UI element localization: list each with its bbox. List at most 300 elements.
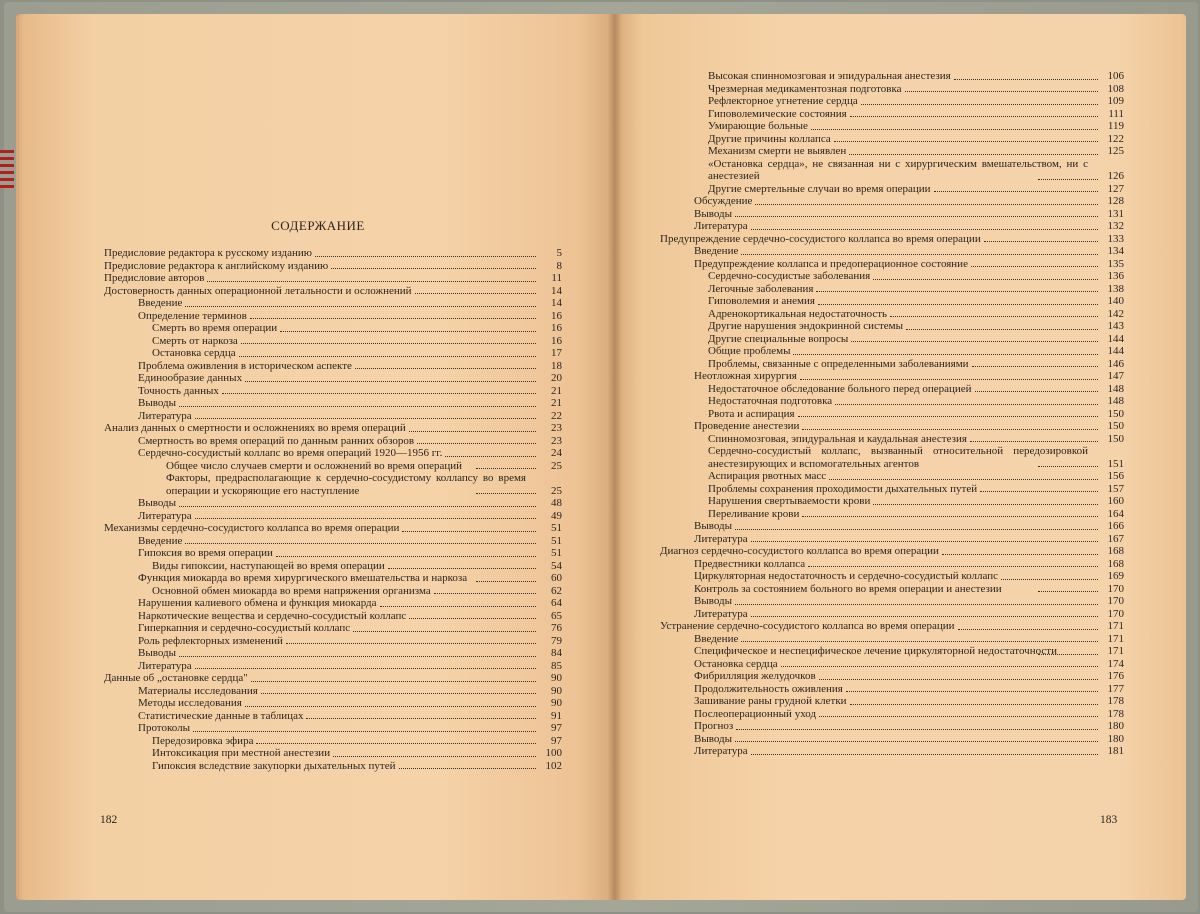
toc-entry-title: Литература <box>138 659 192 672</box>
toc-entry-title: Выводы <box>694 732 733 745</box>
leader-dots <box>195 518 536 519</box>
toc-entry-page: 148 <box>1107 395 1124 407</box>
toc-entry-page: 138 <box>1107 282 1124 295</box>
toc-entry <box>104 610 562 623</box>
toc-entry-page: 174 <box>1107 657 1124 670</box>
toc-entry <box>104 385 562 398</box>
toc-entry <box>104 685 562 698</box>
leader-dots <box>250 318 536 319</box>
toc-entry-page: 171 <box>1107 645 1124 657</box>
toc-entry <box>660 583 1124 596</box>
toc-entry <box>104 635 562 648</box>
toc-entry-page: 65 <box>551 609 562 622</box>
toc-entry-title: Сердечно-сосудистый коллапс во время операций 1920—1956 гг. <box>138 447 443 459</box>
toc-entry <box>660 545 1124 558</box>
leader-dots <box>741 254 1098 255</box>
toc-entry-title: Послеоперационный уход <box>694 707 817 720</box>
toc-entry <box>660 445 1124 470</box>
leader-dots <box>185 306 536 307</box>
toc-entry <box>104 272 562 285</box>
toc-entry <box>660 158 1124 183</box>
toc-entry <box>660 483 1124 496</box>
toc-list-right <box>660 70 1124 758</box>
toc-entry-title: Другие смертельные случаи во время операции <box>708 182 931 195</box>
leader-dots <box>315 256 536 257</box>
toc-entry-page: 180 <box>1107 732 1124 745</box>
toc-entry <box>104 522 562 535</box>
leader-dots <box>286 643 536 644</box>
toc-entry-title: Методы исследования <box>138 697 242 709</box>
leader-dots <box>800 379 1098 380</box>
toc-entry-page: 22 <box>551 409 562 422</box>
toc-entry-title: Гиповолемические состояния <box>708 107 847 120</box>
toc-entry-page: 16 <box>551 322 562 334</box>
toc-entry-title: Механизмы сердечно-сосудистого коллапса во время операции <box>104 522 400 534</box>
toc-entry-page: 60 <box>551 572 562 584</box>
toc-entry <box>660 420 1124 433</box>
toc-entry-page: 127 <box>1107 182 1124 195</box>
leader-dots <box>353 631 536 632</box>
toc-entry-page: 111 <box>1108 107 1124 120</box>
toc-entry <box>104 560 562 573</box>
toc-entry-title: Циркуляторная недостаточность и сердечно-сосудистый коллапс <box>694 570 998 582</box>
leader-dots <box>251 681 536 682</box>
toc-entry-title: Введение <box>694 245 739 257</box>
toc-entry <box>660 745 1124 758</box>
toc-entry-title: Выводы <box>138 647 177 659</box>
toc-entry-title: Предупреждение сердечно-сосудистого коллапса во время операции <box>660 232 981 245</box>
leader-dots <box>755 204 1098 205</box>
toc-entry-page: 133 <box>1107 232 1124 245</box>
toc-entry-title: Зашивание раны грудной клетки <box>694 695 847 707</box>
toc-entry <box>660 295 1124 308</box>
toc-entry-page: 16 <box>551 334 562 347</box>
toc-entry-title: Продолжительность оживления <box>694 682 843 695</box>
toc-entry-page: 97 <box>551 722 562 734</box>
leader-dots <box>380 606 536 607</box>
toc-entry-title: Остановка сердца <box>694 657 778 670</box>
toc-entry-page: 131 <box>1107 207 1124 220</box>
toc-entry-title: Механизм смерти не выявлен <box>708 145 847 157</box>
toc-entry <box>104 397 562 410</box>
toc-entry-page: 146 <box>1107 357 1124 370</box>
toc-entry-title: Предвестники коллапса <box>694 557 806 570</box>
toc-entry-title: Анализ данных о смертности и осложнениях во время операций <box>104 422 406 434</box>
toc-entry-page: 176 <box>1107 670 1124 682</box>
toc-entry-page: 142 <box>1107 307 1124 320</box>
leader-dots <box>1001 579 1098 580</box>
toc-entry <box>660 345 1124 358</box>
toc-entry-title: Предупреждение коллапса и предоперационное состояние <box>694 257 968 270</box>
toc-entry-title: Другие причины коллапса <box>708 132 831 145</box>
leader-dots <box>819 679 1098 680</box>
toc-entry <box>660 670 1124 683</box>
leader-dots <box>207 281 536 282</box>
toc-entry-page: 23 <box>551 422 562 434</box>
toc-entry-page: 134 <box>1107 245 1124 257</box>
toc-entry-title: Единообразие данных <box>138 372 243 384</box>
toc-entry-title: Смерть от наркоза <box>152 334 238 347</box>
toc-entry <box>660 570 1124 583</box>
leader-dots <box>736 729 1098 730</box>
toc-entry-title: Определение терминов <box>138 309 247 322</box>
toc-entry <box>104 360 562 373</box>
toc-entry-title: Выводы <box>138 497 177 509</box>
leader-dots <box>798 416 1098 417</box>
toc-entry-page: 177 <box>1107 682 1124 695</box>
toc-entry-title: Высокая спинномозговая и эпидуральная анестезия <box>708 70 951 82</box>
toc-entry-page: 125 <box>1107 145 1124 157</box>
toc-entry-title: Проблема оживления в историческом аспекте <box>138 359 352 372</box>
toc-entry-title: Выводы <box>694 520 733 532</box>
leader-dots <box>445 456 536 457</box>
page-number-left: 182 <box>100 814 118 826</box>
toc-entry <box>660 595 1124 608</box>
toc-entry-page: 64 <box>551 597 562 609</box>
toc-entry-page: 100 <box>545 747 562 759</box>
toc-entry-title: Данные об „остановке сердца" <box>104 672 248 684</box>
toc-entry-page: 14 <box>551 297 562 309</box>
toc-entry-page: 91 <box>551 709 562 722</box>
leader-dots <box>741 641 1098 642</box>
toc-entry-title: Смерть во время операции <box>152 322 278 334</box>
toc-entry <box>104 447 562 460</box>
toc-entry <box>660 733 1124 746</box>
toc-entry <box>104 372 562 385</box>
toc-entry-page: 84 <box>551 647 562 659</box>
toc-entry-title: Гиповолемия и анемия <box>708 295 815 307</box>
leader-dots <box>751 754 1098 755</box>
toc-entry <box>660 495 1124 508</box>
leader-dots <box>239 356 536 357</box>
toc-entry <box>660 645 1124 658</box>
toc-entry-title: Гипоксия вследствие закупорки дыхательных путей <box>152 759 396 772</box>
toc-entry-title: Остановка сердца <box>152 347 236 359</box>
toc-entry-page: 23 <box>551 434 562 447</box>
toc-entry-title: Прогноз <box>694 720 734 732</box>
toc-entry-title: Нарушения калиевого обмена и функция миокарда <box>138 597 377 609</box>
toc-entry-title: Наркотические вещества и сердечно-сосудистый коллапс <box>138 609 407 622</box>
toc-entry <box>660 608 1124 621</box>
toc-entry <box>104 660 562 673</box>
leader-dots <box>409 618 536 619</box>
toc-entry-page: 21 <box>551 397 562 409</box>
toc-entry-page: 62 <box>551 584 562 597</box>
leader-dots <box>829 479 1098 480</box>
leader-dots <box>1038 466 1098 467</box>
toc-entry-page: 150 <box>1107 432 1124 445</box>
toc-entry <box>104 722 562 735</box>
toc-entry-page: 150 <box>1107 407 1124 420</box>
toc-entry <box>104 597 562 610</box>
toc-entry-title: Гиперкапния и сердечно-сосудистый коллапс <box>138 622 351 634</box>
toc-entry-title: Основной обмен миокарда во время напряжения организма <box>152 584 431 597</box>
toc-entry-title: Введение <box>694 632 739 645</box>
toc-entry-page: 49 <box>551 509 562 522</box>
leader-dots <box>409 431 536 432</box>
leader-dots <box>399 768 536 769</box>
toc-entry-page: 140 <box>1107 295 1124 307</box>
toc-entry <box>660 320 1124 333</box>
toc-entry-page: 16 <box>551 309 562 322</box>
leader-dots <box>331 268 536 269</box>
leader-dots <box>735 216 1098 217</box>
toc-entry-title: Литература <box>694 607 748 620</box>
leader-dots <box>1038 179 1098 180</box>
leader-dots <box>245 381 536 382</box>
right-page <box>614 14 1186 900</box>
toc-entry <box>660 408 1124 421</box>
toc-entry-title: Контроль за состоянием больного во время операции и анестезии <box>694 582 1002 595</box>
toc-entry-page: 51 <box>551 534 562 547</box>
toc-entry-page: 119 <box>1107 120 1124 132</box>
toc-entry <box>660 233 1124 246</box>
leader-dots <box>816 291 1098 292</box>
leader-dots <box>811 129 1098 130</box>
leader-dots <box>306 718 536 719</box>
toc-entry-page: 8 <box>556 259 562 272</box>
toc-entry-page: 51 <box>551 522 562 534</box>
leader-dots <box>851 341 1098 342</box>
leader-dots <box>751 616 1098 617</box>
toc-entry-page: 147 <box>1107 370 1124 382</box>
toc-entry-title: Точность данных <box>138 384 219 397</box>
toc-entry <box>660 70 1124 83</box>
toc-entry-page: 97 <box>551 734 562 747</box>
leader-dots <box>434 593 536 594</box>
toc-entry <box>660 83 1124 96</box>
toc-entry <box>104 572 562 585</box>
toc-entry-page: 160 <box>1107 495 1124 507</box>
leader-dots <box>241 343 536 344</box>
toc-entry <box>104 460 562 473</box>
toc-entry <box>660 308 1124 321</box>
toc-entry <box>660 520 1124 533</box>
toc-entry <box>104 472 562 497</box>
toc-entry <box>660 720 1124 733</box>
toc-entry-page: 170 <box>1107 582 1124 595</box>
toc-entry-title: Предисловие авторов <box>104 272 205 284</box>
toc-entry <box>660 208 1124 221</box>
toc-entry <box>660 683 1124 696</box>
toc-entry-page: 157 <box>1107 482 1124 495</box>
toc-list-left <box>104 247 562 772</box>
toc-entry <box>660 183 1124 196</box>
leader-dots <box>984 241 1098 242</box>
leader-dots <box>355 368 536 369</box>
leader-dots <box>476 493 536 494</box>
toc-entry-page: 135 <box>1107 257 1124 270</box>
toc-entry <box>104 747 562 760</box>
toc-entry-title: Диагноз сердечно-сосудистого коллапса во время операции <box>660 545 939 557</box>
toc-entry <box>104 697 562 710</box>
toc-entry <box>660 333 1124 346</box>
leader-dots <box>850 116 1098 117</box>
toc-entry <box>660 558 1124 571</box>
toc-entry-title: Адренокортикальная недостаточность <box>708 307 888 320</box>
leader-dots <box>388 568 536 569</box>
toc-entry-page: 76 <box>551 622 562 634</box>
toc-entry <box>104 247 562 260</box>
toc-entry-title: Недостаточная подготовка <box>708 395 833 407</box>
leader-dots <box>819 716 1098 717</box>
toc-entry-page: 90 <box>551 697 562 709</box>
toc-entry-title: Гипоксия во время операции <box>138 547 273 559</box>
leader-dots <box>276 556 536 557</box>
toc-entry-title: Аспирация рвотных масс <box>708 470 827 482</box>
toc-entry-title: Фибрилляция желудочков <box>694 670 816 682</box>
leader-dots <box>802 516 1098 517</box>
leader-dots <box>934 191 1098 192</box>
toc-entry-title: Статистические данные в таблицах <box>138 709 304 722</box>
toc-entry <box>104 585 562 598</box>
toc-entry-title: Общее число случаев смерти и осложнений во время операций <box>166 459 463 472</box>
toc-entry <box>104 285 562 298</box>
leader-dots <box>890 316 1098 317</box>
toc-entry-title: Спинномозговая, эпидуральная и каудальная анестезия <box>708 432 967 445</box>
leader-dots <box>195 418 536 419</box>
leader-dots <box>970 441 1098 442</box>
toc-entry-page: 156 <box>1107 470 1124 482</box>
bookmark-ribbon <box>0 150 14 188</box>
toc-entry-title: Рефлекторное угнетение сердца <box>708 95 858 107</box>
toc-entry-page: 132 <box>1107 220 1124 232</box>
toc-entry-page: 11 <box>551 272 562 284</box>
toc-entry-page: 171 <box>1107 620 1124 632</box>
toc-entry-title: Рвота и аспирация <box>708 407 795 420</box>
toc-entry <box>660 383 1124 396</box>
toc-entry-page: 85 <box>551 659 562 672</box>
leader-dots <box>808 566 1098 567</box>
toc-entry <box>104 622 562 635</box>
toc-entry-title: Проведение анестезии <box>694 420 800 432</box>
toc-entry <box>104 672 562 685</box>
book-gutter <box>608 14 622 900</box>
toc-entry-title: Недостаточное обследование больного перед операцией <box>708 382 972 395</box>
leader-dots <box>417 443 536 444</box>
leader-dots <box>958 629 1098 630</box>
toc-entry-title: Материалы исследования <box>138 684 258 697</box>
toc-entry-page: 170 <box>1107 595 1124 607</box>
toc-entry-page: 54 <box>551 559 562 572</box>
leader-dots <box>476 468 536 469</box>
toc-entry-title: Обсуждение <box>694 195 753 207</box>
toc-entry-page: 25 <box>551 484 562 497</box>
toc-entry <box>104 410 562 423</box>
leader-dots <box>256 743 536 744</box>
leader-dots <box>735 604 1098 605</box>
toc-entry <box>104 710 562 723</box>
toc-entry-page: 166 <box>1107 520 1124 532</box>
toc-entry <box>660 433 1124 446</box>
toc-entry <box>660 695 1124 708</box>
toc-entry-page: 128 <box>1107 195 1124 207</box>
toc-entry-title: Предисловие редактора к английскому изданию <box>104 259 329 272</box>
toc-entry-title: Литература <box>694 745 748 757</box>
toc-entry-page: 169 <box>1107 570 1124 582</box>
toc-entry-page: 170 <box>1107 607 1124 620</box>
leader-dots <box>835 404 1098 405</box>
toc-entry <box>104 510 562 523</box>
toc-entry <box>104 260 562 273</box>
toc-entry-title: Литература <box>694 532 748 545</box>
toc-entry <box>660 195 1124 208</box>
toc-entry-page: 122 <box>1107 132 1124 145</box>
leader-dots <box>975 391 1098 392</box>
toc-entry-page: 24 <box>551 447 562 459</box>
toc-entry <box>104 322 562 335</box>
leader-dots <box>179 656 536 657</box>
leader-dots <box>735 529 1098 530</box>
leader-dots <box>954 79 1098 80</box>
toc-entry <box>660 633 1124 646</box>
toc-entry <box>104 310 562 323</box>
toc-entry-title: Протоколы <box>138 722 190 734</box>
toc-entry <box>104 535 562 548</box>
toc-entry-page: 21 <box>551 384 562 397</box>
toc-entry-title: Общие проблемы <box>708 345 791 357</box>
toc-entry-title: Литература <box>138 509 192 522</box>
toc-entry-title: Другие нарушения эндокринной системы <box>708 320 903 332</box>
toc-entry-title: Выводы <box>694 595 733 607</box>
toc-entry <box>660 145 1124 158</box>
toc-entry <box>660 470 1124 483</box>
leader-dots <box>751 541 1098 542</box>
toc-entry <box>660 220 1124 233</box>
page-number-right: 183 <box>1100 814 1118 826</box>
leader-dots <box>179 506 536 507</box>
toc-entry-page: 164 <box>1107 507 1124 520</box>
toc-entry-title: Передозировка эфира <box>152 734 254 747</box>
toc-entry <box>660 245 1124 258</box>
toc-entry-page: 48 <box>551 497 562 509</box>
toc-entry-page: 143 <box>1107 320 1124 332</box>
toc-entry-page: 150 <box>1107 420 1124 432</box>
toc-entry-title: Сердечно-сосудистый коллапс, вызванный относительной передозировкой анестезирующих и вспомогательных агентов <box>708 445 1088 470</box>
toc-entry-title: Интоксикация при местной анестезии <box>152 747 331 759</box>
toc-entry-page: 178 <box>1107 707 1124 720</box>
leader-dots <box>980 491 1098 492</box>
toc-entry-page: 171 <box>1107 632 1124 645</box>
toc-entry <box>660 270 1124 283</box>
toc-entry-page: 181 <box>1107 745 1124 757</box>
toc-entry-title: Смертность во время операций по данным ранних обзоров <box>138 434 415 447</box>
toc-entry-page: 51 <box>551 547 562 559</box>
toc-entry-page: 25 <box>551 459 562 472</box>
toc-entry-title: Переливание крови <box>708 507 800 520</box>
toc-entry-page: 167 <box>1107 532 1124 545</box>
toc-entry-title: Литература <box>138 409 192 422</box>
toc-entry-title: Устранение сердечно-сосудистого коллапса во время операции <box>660 620 955 632</box>
toc-entry <box>660 620 1124 633</box>
toc-title: СОДЕРЖАНИЕ <box>271 218 365 233</box>
toc-entry <box>104 435 562 448</box>
leader-dots <box>195 668 536 669</box>
toc-entry <box>104 497 562 510</box>
toc-entry-title: Выводы <box>694 207 733 220</box>
leader-dots <box>793 354 1098 355</box>
left-page <box>22 14 614 900</box>
toc-entry <box>660 708 1124 721</box>
toc-entry-page: 180 <box>1107 720 1124 732</box>
leader-dots <box>873 279 1098 280</box>
toc-entry <box>660 108 1124 121</box>
toc-entry <box>660 133 1124 146</box>
toc-entry <box>660 258 1124 271</box>
leader-dots <box>193 731 536 732</box>
toc-entry-page: 136 <box>1107 270 1124 282</box>
leader-dots <box>735 741 1098 742</box>
